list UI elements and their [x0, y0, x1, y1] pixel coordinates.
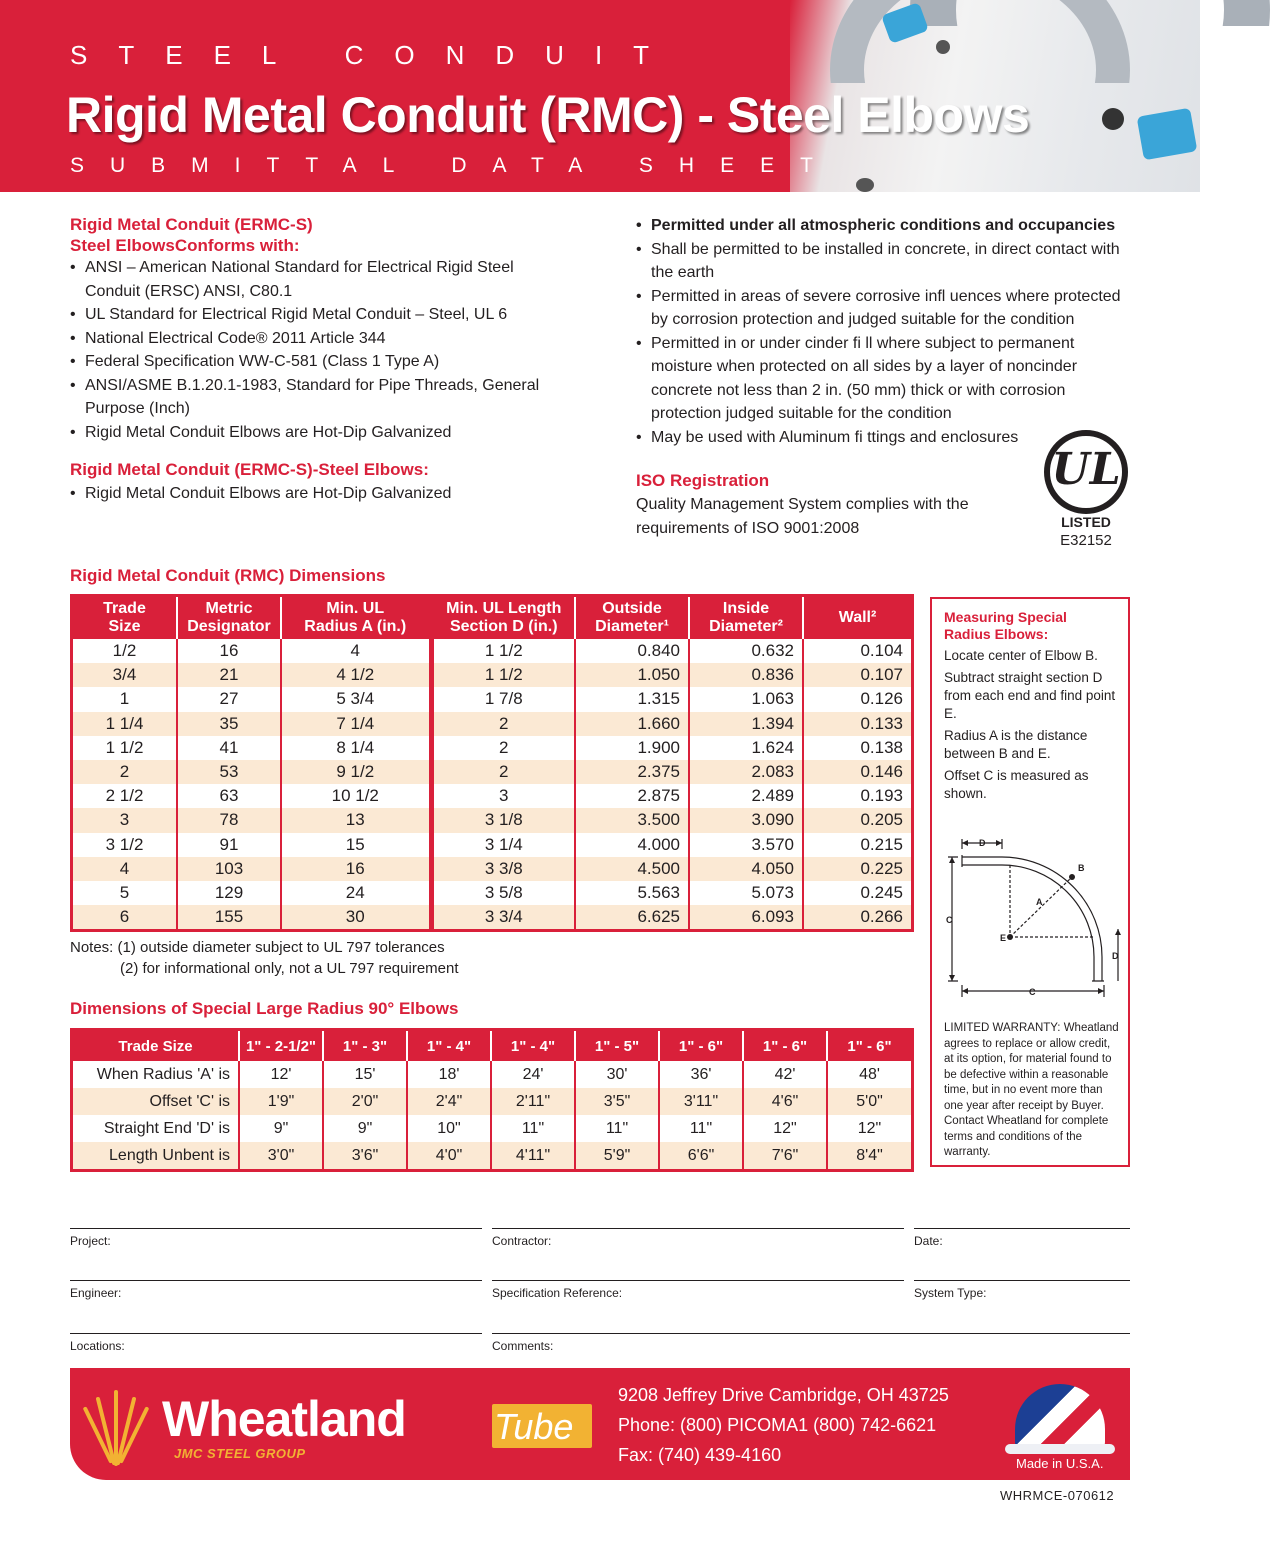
list-item: • Permitted in or under cinder fi ll where subject to permanent moisture when protected on all sides by a layer of noncinder concrete not less than 2 in. (50 mm) thick or with corrosion protection judged suitable for the condition: [636, 332, 1126, 426]
col-header: Metric Designator: [177, 597, 281, 639]
table-cell: 7'6": [743, 1142, 827, 1169]
iso-text: Quality Management System complies with the requirements of ISO 9001:2008: [636, 496, 969, 537]
measuring-step: Subtract straight section D from each end and find point E.: [944, 670, 1116, 721]
table-row: [73, 833, 911, 857]
table-row: [73, 1061, 911, 1088]
table-cell: 1: [119, 689, 130, 709]
col-header: Min. UL Length Section D (in.): [431, 597, 575, 639]
list-item: • Federal Specification WW-C-581 (Class 1 Type A): [70, 350, 560, 374]
list-item: • Rigid Metal Conduit Elbows are Hot-Dip Galvanized: [70, 482, 560, 506]
table-cell: 4: [281, 639, 431, 663]
row-label: Straight End 'D' is: [103, 1119, 230, 1137]
col-header: Trade Size: [73, 1031, 239, 1061]
col-header: 1" - 4": [491, 1031, 575, 1061]
diagram-label-c: C: [946, 915, 953, 925]
table-cell: 1'9": [239, 1088, 323, 1115]
table-row: [73, 663, 911, 687]
project-field[interactable]: Project:: [70, 1228, 482, 1248]
table-cell: 8'4": [827, 1142, 911, 1169]
table-cell: 16: [281, 857, 431, 881]
table-cell: 0.205: [803, 808, 911, 832]
table-cell: 0.193: [803, 784, 911, 808]
address: 9208 Jeffrey Drive Cambridge, OH 43725: [618, 1385, 949, 1405]
table-cell: 6.625: [575, 905, 689, 929]
table-cell: 1.900: [575, 736, 689, 760]
col-header: 1" - 6": [743, 1031, 827, 1061]
col-header: 1" - 3": [323, 1031, 407, 1061]
col-header: 1" - 6": [827, 1031, 911, 1061]
table-cell: 5.563: [575, 881, 689, 905]
table-cell: 11": [491, 1115, 575, 1142]
diagram-label-d: D: [979, 838, 986, 848]
measuring-step: Offset C is measured as shown.: [944, 768, 1089, 801]
table-cell: 1.050: [575, 663, 689, 687]
table-cell: 12": [743, 1115, 827, 1142]
table-cell: 4'11": [491, 1142, 575, 1169]
table-cell: 2'4": [407, 1088, 491, 1115]
dimensions-notes: [70, 937, 459, 979]
col-header: 1" - 6": [659, 1031, 743, 1061]
brand-tube: Tube: [494, 1406, 574, 1447]
table-cell: 7 1/4: [281, 712, 431, 736]
table-cell: 5'0": [827, 1088, 911, 1115]
table-cell: 0.266: [803, 905, 911, 929]
list-item: • ANSI – American National Standard for Electrical Rigid Steel Conduit (ERSC) ANSI, C80.1: [70, 256, 560, 303]
table-cell: 2: [431, 712, 575, 736]
table-cell: 21: [177, 663, 281, 687]
conforms-section: [70, 214, 560, 506]
table-row: [73, 808, 911, 832]
table-cell: 3 1/2: [105, 834, 144, 854]
table-cell: 3: [73, 808, 177, 832]
table-row: [73, 1088, 911, 1115]
col-header: 1" - 2-1/2": [239, 1031, 323, 1061]
table-cell: 9 1/2: [281, 760, 431, 784]
table-row: [73, 639, 911, 663]
table-cell: 9": [239, 1115, 323, 1142]
table-cell: 3 5/8: [431, 881, 575, 905]
contractor-field[interactable]: Contractor:: [492, 1228, 904, 1248]
table-cell: 11": [659, 1115, 743, 1142]
page-title: Rigid Metal Conduit (RMC) - Steel Elbows: [66, 87, 1030, 143]
table-cell: 48': [827, 1061, 911, 1088]
table-cell: 2.083: [689, 760, 803, 784]
table-cell: 2.375: [575, 760, 689, 784]
table-cell: 11": [575, 1115, 659, 1142]
diagram-label-d2: D: [1112, 951, 1119, 961]
list-item: • Permitted in areas of severe corrosive infl uences where protected by corrosion protection and judged suitable for the condition: [636, 285, 1126, 332]
ul-listed-badge: [1044, 430, 1128, 550]
table-cell: 5.073: [689, 881, 803, 905]
table-cell: 0.840: [575, 639, 689, 663]
table-row: [73, 784, 911, 808]
table-cell: 16: [177, 639, 281, 663]
table-cell: 4'0": [407, 1142, 491, 1169]
table-row: [73, 905, 911, 929]
table-row: [73, 712, 911, 736]
table-header-row: [73, 597, 911, 639]
system-type-field[interactable]: System Type:: [914, 1280, 1130, 1300]
table-cell: 4.000: [575, 833, 689, 857]
table-cell: 3'6": [323, 1142, 407, 1169]
col-header: Wall²: [803, 597, 911, 639]
table-cell: 2: [431, 760, 575, 784]
table-row: [73, 881, 911, 905]
table-cell: 1.394: [689, 712, 803, 736]
table-cell: 3'5": [575, 1088, 659, 1115]
table-cell: 18': [407, 1061, 491, 1088]
conforms-list: [70, 256, 560, 444]
table-cell: 0.215: [803, 833, 911, 857]
table-row: [73, 1142, 911, 1169]
table-cell: 10": [407, 1115, 491, 1142]
col-header: 1" - 5": [575, 1031, 659, 1061]
header-banner: [0, 0, 1200, 192]
table-cell: 42': [743, 1061, 827, 1088]
header-category: STEEL CONDUIT: [70, 40, 681, 70]
table-cell: 0.138: [803, 736, 911, 760]
document-code: WHRMCE-070612: [1000, 1488, 1115, 1503]
contact-info: [618, 1380, 949, 1470]
list-item: • Permitted under all atmospheric conditions and occupancies: [636, 214, 1126, 238]
table-cell: 1.315: [575, 687, 689, 711]
table-cell: 3: [431, 784, 575, 808]
dimensions-table: [70, 594, 914, 932]
table-row: [73, 857, 911, 881]
col-header: Trade Size: [73, 597, 177, 639]
table-cell: 4'6": [743, 1088, 827, 1115]
table-cell: 36': [659, 1061, 743, 1088]
table-cell: 3'11": [659, 1088, 743, 1115]
table-cell: 78: [177, 808, 281, 832]
table-cell: 1 1/2: [105, 737, 144, 757]
diagram-label-b: B: [1078, 863, 1085, 873]
brand-name: Wheatland: [162, 1391, 406, 1447]
table-cell: 0.133: [803, 712, 911, 736]
table-cell: 1.660: [575, 712, 689, 736]
table-cell: 4 1/2: [281, 663, 431, 687]
table-cell: 2 1/2: [105, 786, 144, 806]
table-cell: 4.500: [575, 857, 689, 881]
table-cell: 2: [431, 736, 575, 760]
list-item: • Rigid Metal Conduit Elbows are Hot-Dip Galvanized: [70, 421, 560, 445]
brand-group: JMC STEEL GROUP: [174, 1446, 306, 1461]
col-header: Min. UL Radius A (in.): [281, 597, 431, 639]
table-cell: 3 1/8: [431, 808, 575, 832]
iso-heading: ISO Registration: [636, 471, 770, 490]
measuring-heading: Measuring Special Radius Elbows:: [944, 609, 1067, 642]
list-item: • National Electrical Code® 2011 Article 344: [70, 327, 560, 351]
table-cell: 30: [281, 905, 431, 929]
table-cell: 12": [827, 1115, 911, 1142]
table-cell: 4.050: [689, 857, 803, 881]
footer-banner: [70, 1368, 1130, 1480]
table-cell: 103: [177, 857, 281, 881]
table-cell: 13: [281, 808, 431, 832]
table-cell: 41: [177, 736, 281, 760]
engineer-field[interactable]: Engineer:: [70, 1280, 482, 1300]
permitted-list: [636, 214, 1126, 449]
conforms-heading-1: Rigid Metal Conduit (ERMC-S): [70, 215, 313, 234]
table-cell: 1 1/2: [431, 639, 575, 663]
ul-listed-label: LISTED: [1061, 514, 1111, 530]
table-cell: 63: [177, 784, 281, 808]
list-item: • ANSI/ASME B.1.20.1-1983, Standard for Pipe Threads, General Purpose (Inch): [70, 374, 560, 421]
table-cell: 3 1/4: [431, 833, 575, 857]
conforms-heading-2: Steel ElbowsConforms with:: [70, 236, 300, 255]
table-cell: 12': [239, 1061, 323, 1088]
table-cell: 2'11": [491, 1088, 575, 1115]
table-cell: 1.624: [689, 736, 803, 760]
limited-warranty: LIMITED WARRANTY: Wheatland agrees to replace or allow credit, at its option, for material found to be defective within a reasonable time, but in no event more than one year after receipt by Buyer. Contact Wheatland for complete terms and conditions of the warranty.: [944, 1022, 1119, 1158]
note-2: (2) for informational only, not a UL 797 requirement: [120, 960, 459, 977]
table-cell: 0.632: [689, 639, 803, 663]
ul-file-number: E32152: [1060, 532, 1112, 549]
table-cell: 3.570: [689, 833, 803, 857]
table-cell: 3/4: [73, 663, 177, 687]
table-cell: 91: [177, 833, 281, 857]
table-cell: 24: [281, 881, 431, 905]
measuring-box: [930, 597, 1130, 1167]
row-label: Offset 'C' is: [73, 1088, 239, 1115]
table-row: [73, 736, 911, 760]
row-label: Length Unbent is: [73, 1142, 239, 1169]
col-header: Inside Diameter²: [689, 597, 803, 639]
elbow-diagram: [940, 819, 1119, 1019]
date-field[interactable]: Date:: [914, 1228, 1130, 1248]
row-label: When Radius 'A' is: [96, 1065, 230, 1083]
table-cell: 53: [177, 760, 281, 784]
table-cell: 10 1/2: [281, 784, 431, 808]
table-cell: 3'0": [239, 1142, 323, 1169]
ul-mark: UL: [1051, 444, 1121, 495]
table-cell: 1 1/4: [73, 712, 177, 736]
table-cell: 1/2: [112, 641, 137, 661]
table-cell: 27: [177, 687, 281, 711]
table-cell: 3 3/8: [431, 857, 575, 881]
table-cell: 0.107: [803, 663, 911, 687]
table-cell: 6'6": [659, 1142, 743, 1169]
table-cell: 9": [323, 1115, 407, 1142]
table-cell: 0.245: [803, 881, 911, 905]
table-cell: 2.875: [575, 784, 689, 808]
table-cell: 5'9": [575, 1142, 659, 1169]
diagram-label-a: A: [1036, 897, 1043, 907]
measuring-step: Radius A is the distance between B and E.: [944, 728, 1088, 761]
col-header: Outside Diameter¹: [575, 597, 689, 639]
table-cell: 0.126: [803, 687, 911, 711]
phone: Phone: (800) PICOMA1 (800) 742-6621: [618, 1415, 937, 1435]
dimensions-heading: Rigid Metal Conduit (RMC) Dimensions: [70, 566, 386, 585]
table-cell: 5 3/4: [281, 687, 431, 711]
table-row: [73, 687, 911, 711]
table-cell: 35: [177, 712, 281, 736]
table-cell: 30': [575, 1061, 659, 1088]
table-cell: 4: [73, 857, 177, 881]
table-cell: 15: [281, 833, 431, 857]
table-cell: 1.063: [689, 687, 803, 711]
made-in-usa: Made in U.S.A.: [1016, 1456, 1104, 1471]
list-item: • Shall be permitted to be installed in concrete, in direct contact with the earth: [636, 238, 1126, 285]
header-subtitle: SUBMITTAL DATA SHEET: [70, 154, 839, 177]
table-cell: 6: [73, 905, 177, 929]
locations-field[interactable]: Locations:: [70, 1333, 482, 1353]
elbows-list: [70, 482, 560, 506]
table-cell: 2.489: [689, 784, 803, 808]
list-item: • UL Standard for Electrical Rigid Metal Conduit – Steel, UL 6: [70, 303, 560, 327]
large-radius-body: [73, 1061, 911, 1169]
table-header-row: [73, 1031, 911, 1061]
table-cell: 2: [73, 760, 177, 784]
table-cell: 1 1/2: [431, 663, 575, 687]
list-item: • May be used with Aluminum fi ttings and enclosures: [636, 426, 1126, 450]
table-cell: 0.104: [803, 639, 911, 663]
table-cell: 0.836: [689, 663, 803, 687]
comments-field[interactable]: Comments:: [492, 1333, 1130, 1353]
table-cell: 1 7/8: [431, 687, 575, 711]
table-cell: 8 1/4: [281, 736, 431, 760]
col-header: 1" - 4": [407, 1031, 491, 1061]
fax: Fax: (740) 439-4160: [618, 1445, 782, 1465]
dimensions-body: [73, 639, 911, 929]
table-cell: 3.090: [689, 808, 803, 832]
large-radius-heading: Dimensions of Special Large Radius 90° Elbows: [70, 999, 459, 1018]
table-row: [73, 1115, 911, 1142]
table-cell: 0.225: [803, 857, 911, 881]
table-cell: 155: [177, 905, 281, 929]
table-cell: 24': [491, 1061, 575, 1088]
note-1: Notes: (1) outside diameter subject to UL 797 tolerances: [70, 939, 445, 956]
table-cell: 129: [177, 881, 281, 905]
table-cell: 3 3/4: [431, 905, 575, 929]
table-row: [73, 760, 911, 784]
table-cell: 6.093: [689, 905, 803, 929]
usa-hard-hat-icon: [1015, 1384, 1105, 1450]
table-cell: 5: [119, 882, 130, 902]
table-cell: 3.500: [575, 808, 689, 832]
table-cell: 15': [323, 1061, 407, 1088]
wheat-icon: [86, 1380, 146, 1470]
spec-reference-field[interactable]: Specification Reference:: [492, 1280, 904, 1300]
diagram-label-c2: C: [1029, 987, 1036, 997]
measuring-step: Locate center of Elbow B.: [944, 648, 1098, 663]
table-cell: 2'0": [323, 1088, 407, 1115]
elbows-heading: Rigid Metal Conduit (ERMC-S)-Steel Elbows:: [70, 460, 429, 479]
table-cell: 0.146: [803, 760, 911, 784]
large-radius-table: [70, 1028, 914, 1172]
diagram-label-e: E: [1000, 933, 1007, 943]
